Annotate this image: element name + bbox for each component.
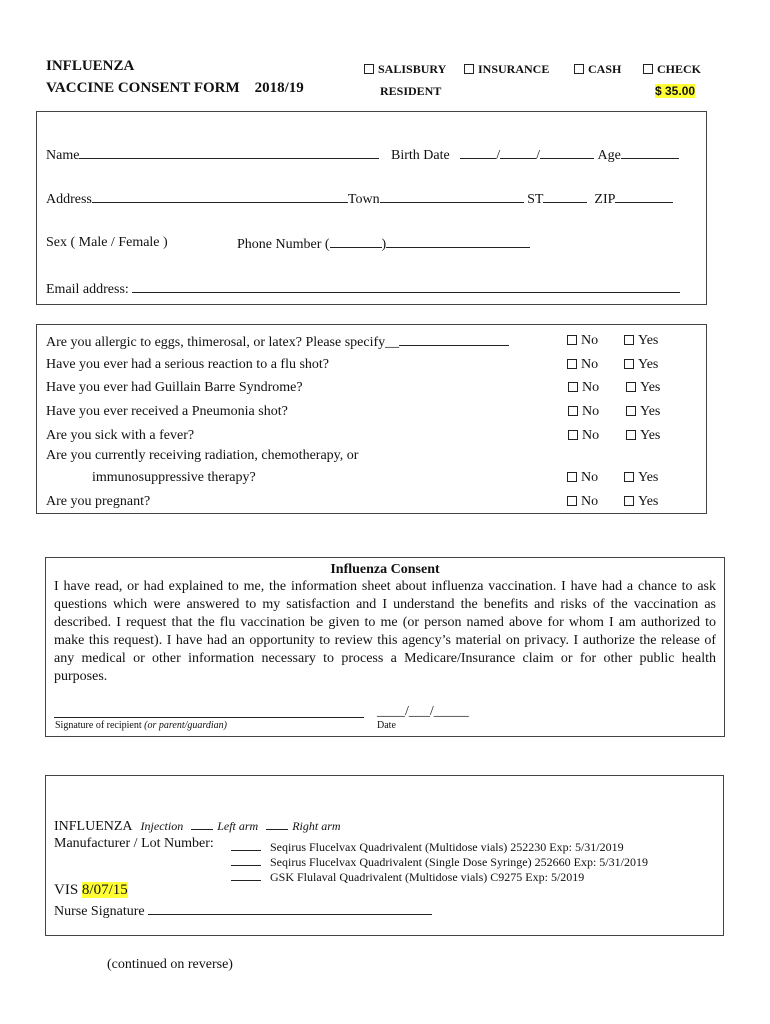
lot-1-field[interactable]	[231, 838, 261, 851]
birth-date-sep-1: /	[496, 148, 501, 163]
yes-label: Yes	[640, 404, 661, 419]
lot-2-field[interactable]	[231, 853, 261, 866]
consent-date-field[interactable]: ____/___/_____	[377, 704, 469, 719]
allergy-yes-checkbox[interactable]	[624, 335, 634, 345]
yes-label: Yes	[638, 470, 659, 485]
birth-date-row	[391, 146, 679, 164]
zip-label: ZIP	[594, 192, 616, 207]
form-year: 2018/19	[254, 80, 304, 96]
yes-label: Yes	[640, 380, 661, 395]
therapy-yes-checkbox[interactable]	[624, 472, 634, 482]
no-label: No	[581, 333, 599, 348]
birth-month-field[interactable]	[460, 146, 496, 159]
lot-3-text: GSK Flulaval Quadrivalent (Multidose vials) C9275 Exp: 5/2019	[270, 870, 585, 884]
phone-number-field[interactable]	[386, 235, 530, 248]
lot-3-field[interactable]	[231, 868, 261, 881]
nurse-signature-row	[54, 902, 432, 920]
yes-label: Yes	[638, 357, 659, 372]
email-label: Email address:	[46, 282, 129, 297]
flu-reaction-yes-option[interactable]	[624, 357, 658, 373]
allergy-specify-field[interactable]	[399, 333, 509, 346]
question-pneumonia: Have you ever received a Pneumonia shot?	[46, 404, 288, 419]
flu-reaction-yes-checkbox[interactable]	[624, 359, 634, 369]
no-label: No	[582, 404, 600, 419]
price	[655, 84, 695, 98]
address-label: Address	[46, 192, 92, 207]
no-label: No	[581, 470, 599, 485]
therapy-no-option[interactable]	[567, 470, 598, 486]
age-field[interactable]	[621, 146, 679, 159]
yes-label: Yes	[638, 333, 659, 348]
allergy-no-checkbox[interactable]	[567, 335, 577, 345]
no-label: No	[582, 380, 600, 395]
question-allergy	[46, 333, 509, 351]
fever-no-option[interactable]	[568, 428, 599, 444]
signature-line[interactable]	[54, 717, 364, 718]
address-row	[46, 190, 673, 208]
town-field[interactable]	[380, 190, 524, 203]
name-row	[46, 146, 379, 164]
consent-title: Influenza Consent	[330, 562, 440, 577]
pneumonia-no-option[interactable]	[568, 404, 599, 420]
injection-row	[54, 817, 341, 835]
question-guillain-barre: Have you ever had Guillain Barre Syndrome?	[46, 380, 303, 395]
form-title-text: VACCINE CONSENT FORM	[46, 80, 240, 96]
email-field[interactable]	[132, 280, 680, 293]
cash-option[interactable]	[574, 62, 621, 77]
form-title-line2	[46, 80, 304, 97]
check-checkbox[interactable]	[643, 64, 653, 74]
fever-yes-option[interactable]	[626, 428, 660, 444]
patient-info-box	[36, 111, 707, 305]
phone-row	[237, 235, 530, 253]
question-therapy-line1: Are you currently receiving radiation, chemotherapy, or	[46, 448, 359, 463]
guillain-barre-yes-option[interactable]	[626, 380, 660, 396]
allergy-no-option[interactable]	[567, 333, 598, 349]
phone-area-field[interactable]	[330, 235, 382, 248]
nurse-signature-label: Nurse Signature	[54, 904, 145, 919]
therapy-no-checkbox[interactable]	[567, 472, 577, 482]
check-label: CHECK	[657, 62, 702, 76]
manufacturer-label: Manufacturer / Lot Number:	[54, 836, 214, 851]
phone-close-paren: )	[381, 237, 387, 252]
yes-label: Yes	[638, 494, 659, 509]
influenza-label: INFLUENZA	[54, 819, 133, 834]
lot-row-3	[231, 868, 584, 885]
allergy-yes-option[interactable]	[624, 333, 658, 349]
birth-year-field[interactable]	[540, 146, 594, 159]
vis-date: 8/07/15	[81, 882, 128, 898]
address-field[interactable]	[92, 190, 348, 203]
nurse-signature-field[interactable]	[148, 902, 432, 915]
right-arm-field[interactable]	[266, 817, 288, 830]
signature-note: (or parent/guardian)	[144, 720, 228, 731]
yes-label: Yes	[640, 428, 661, 443]
pregnant-yes-checkbox[interactable]	[624, 496, 634, 506]
name-field[interactable]	[79, 146, 379, 159]
date-caption: Date	[377, 720, 396, 731]
lot-1-text: Seqirus Flucelvax Quadrivalent (Multidose vials) 252230 Exp: 5/31/2019	[270, 840, 624, 854]
price-value: $ 35.00	[655, 84, 696, 98]
question-fever: Are you sick with a fever?	[46, 428, 195, 443]
insurance-label: INSURANCE	[478, 62, 550, 76]
town-label: Town	[347, 192, 380, 207]
form-title-line1: INFLUENZA	[46, 58, 135, 74]
question-pregnant: Are you pregnant?	[46, 494, 151, 509]
birth-day-field[interactable]	[500, 146, 536, 159]
pregnant-no-checkbox[interactable]	[567, 496, 577, 506]
right-arm-label: Right arm	[292, 819, 341, 833]
fever-no-checkbox[interactable]	[568, 430, 578, 440]
guillain-barre-no-option[interactable]	[568, 380, 599, 396]
pneumonia-yes-checkbox[interactable]	[626, 406, 636, 416]
no-label: No	[581, 494, 599, 509]
pneumonia-no-checkbox[interactable]	[568, 406, 578, 416]
fever-yes-checkbox[interactable]	[626, 430, 636, 440]
vis-label: VIS	[54, 882, 79, 898]
salisbury-checkbox[interactable]	[364, 64, 374, 74]
insurance-option[interactable]	[464, 62, 549, 77]
flu-reaction-no-checkbox[interactable]	[567, 359, 577, 369]
zip-field[interactable]	[615, 190, 673, 203]
no-label: No	[582, 428, 600, 443]
question-allergy-text: Are you allergic to eggs, thimerosal, or latex? Please specify__	[46, 335, 400, 350]
question-therapy-line2: immunosuppressive therapy?	[92, 470, 256, 485]
birth-date-label: Birth Date	[391, 148, 450, 163]
insurance-checkbox[interactable]	[464, 64, 474, 74]
st-label: ST	[527, 192, 544, 207]
flu-reaction-no-option[interactable]	[567, 357, 598, 373]
therapy-yes-option[interactable]	[624, 470, 658, 486]
age-label: Age	[597, 148, 621, 163]
signature-caption	[55, 720, 227, 731]
birth-date-sep-2: /	[536, 148, 540, 163]
guillain-barre-no-checkbox[interactable]	[568, 382, 578, 392]
signature-label: Signature of recipient	[55, 720, 142, 731]
cash-label: CASH	[588, 62, 622, 76]
email-row	[46, 280, 680, 298]
st-field[interactable]	[543, 190, 587, 203]
salisbury-label: SALISBURY	[378, 62, 447, 76]
resident-label: RESIDENT	[380, 84, 442, 98]
check-option[interactable]	[643, 62, 701, 77]
no-label: No	[581, 357, 599, 372]
question-flu-reaction: Have you ever had a serious reaction to a flu shot?	[46, 357, 330, 372]
sex-label: Sex ( Male / Female )	[46, 235, 168, 250]
lot-2-text: Seqirus Flucelvax Quadrivalent (Single Dose Syringe) 252660 Exp: 5/31/2019	[270, 855, 648, 869]
vis-row	[54, 882, 128, 899]
name-label: Name	[46, 148, 80, 163]
continued-note: (continued on reverse)	[107, 957, 233, 972]
pregnant-yes-option[interactable]	[624, 494, 658, 510]
left-arm-field[interactable]	[191, 817, 213, 830]
salisbury-option[interactable]	[364, 62, 446, 77]
phone-label: Phone Number (	[237, 237, 330, 252]
pneumonia-yes-option[interactable]	[626, 404, 660, 420]
injection-label: Injection	[140, 819, 184, 833]
consent-body: I have read, or had explained to me, the information sheet about influenza vaccination. I have had a chance to ask questions which were answered to my satisfaction and I understand the benefits and risks of the vaccination as described. I request that the flu vaccination be given to me (or person named above for whom I am authorized to make this request). I have had an opportunity to review this agency’s material on privacy. I authorize the release of any medical or other information necessary to process a Medicare/Insurance claim or for other public health purposes.	[54, 579, 716, 684]
guillain-barre-yes-checkbox[interactable]	[626, 382, 636, 392]
pregnant-no-option[interactable]	[567, 494, 598, 510]
left-arm-label: Left arm	[217, 819, 259, 833]
cash-checkbox[interactable]	[574, 64, 584, 74]
